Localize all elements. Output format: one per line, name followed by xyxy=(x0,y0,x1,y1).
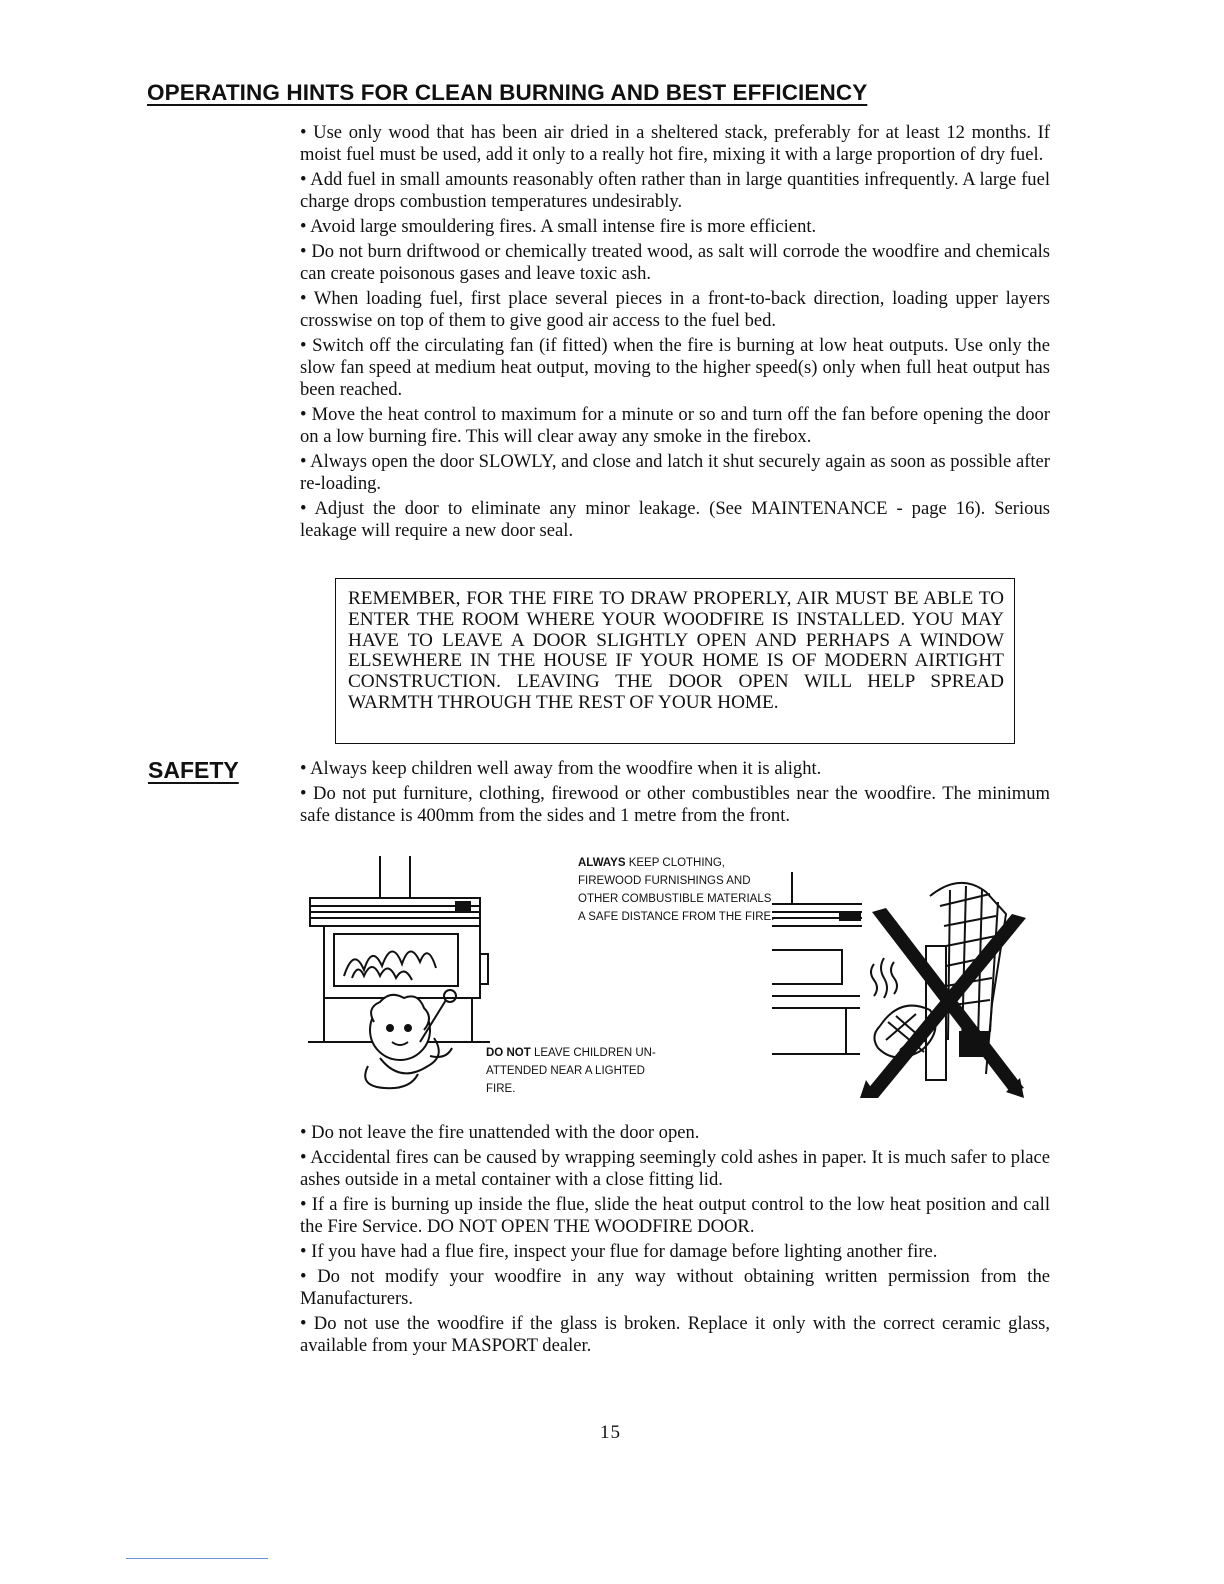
children-caption-bold: DO NOT xyxy=(486,1047,531,1059)
combustibles-caption-bold: ALWAYS xyxy=(578,857,626,869)
hint-item: • Use only wood that has been air dried in a sheltered stack, preferably for at least 12 months. If moist fuel must be used, add it only to a really hot fire, mixing it with a large proportion of dry fuel. xyxy=(300,122,1050,165)
safety-item: • If you have had a flue fire, inspect your flue for damage before lighting another fire. xyxy=(300,1241,938,1262)
hint-item: • Move the heat control to maximum for a minute or so and turn off the fan before opening the door on a low burning fire. This will clear away any smoke in the firebox. xyxy=(300,404,1050,447)
safety-item: • Do not leave the fire unattended with the door open. xyxy=(300,1122,700,1143)
safety-illustration xyxy=(300,846,1060,1106)
combustibles-caption xyxy=(578,854,778,926)
safety-item: • Always keep children well away from the woodfire when it is alight. xyxy=(300,758,822,779)
hint-item: • When loading fuel, first place several pieces in a front-to-back direction, loading upper layers crosswise on top of them to give good air access to the fuel bed. xyxy=(300,288,1050,331)
footer-rule xyxy=(126,1558,268,1559)
hint-item: • Avoid large smouldering fires. A small intense fire is more efficient. xyxy=(300,216,817,237)
children-caption-text: LEAVE CHILDREN UN-ATTENDED NEAR A LIGHTED FIRE. xyxy=(486,1047,656,1095)
safety-item: • If a fire is burning up inside the flue, slide the heat output control to the low heat position and call the Fire Service. DO NOT OPEN THE WOODFIRE DOOR. xyxy=(300,1194,1050,1237)
safety-item: • Do not use the woodfire if the glass is broken. Replace it only with the correct ceramic glass, available from your MASPORT dealer. xyxy=(300,1313,1050,1356)
hint-item: • Do not burn driftwood or chemically treated wood, as salt will corrode the woodfire and chemicals can create poisonous gases and leave toxic ash. xyxy=(300,241,1050,284)
hint-item: • Always open the door SLOWLY, and close and latch it shut securely again as soon as possible after re-loading. xyxy=(300,451,1050,494)
safety-item: • Accidental fires can be caused by wrapping seemingly cold ashes in paper. It is much safer to place ashes outside in a metal container with a close fitting lid. xyxy=(300,1147,1050,1190)
safety-item: • Do not put furniture, clothing, firewood or other combustibles near the woodfire. The minimum safe distance is 400mm from the sides and 1 metre from the front. xyxy=(300,783,1050,826)
safety-item: • Do not modify your woodfire in any way without obtaining written permission from the Manufacturers. xyxy=(300,1266,1050,1309)
hint-item: • Switch off the circulating fan (if fitted) when the fire is burning at low heat outputs. Use only the slow fan speed at medium heat output, moving to the higher speed(s) only when full heat output has been reached. xyxy=(300,335,1050,400)
children-caption xyxy=(486,1044,668,1098)
notice-box: REMEMBER, FOR THE FIRE TO DRAW PROPERLY, AIR MUST BE ABLE TO ENTER THE ROOM WHERE YOUR WOODFIRE IS INSTALLED. YOU MAY HAVE TO LEAVE A DOOR SLIGHTLY OPEN AND PERHAPS A WINDOW ELSEWHERE IN THE HOUSE IF YOUR HOME IS OF MODERN AIRTIGHT CONSTRUCTION. LEAVING THE DOOR OPEN WILL HELP SPREAD WARMTH THROUGH THE REST OF YOUR HOME. xyxy=(335,578,1015,744)
safety-heading: SAFETY xyxy=(148,757,239,783)
hint-item: • Add fuel in small amounts reasonably often rather than in large quantities infrequently. A large fuel charge drops combustion temperatures undesirably. xyxy=(300,169,1050,212)
safety-list-top xyxy=(300,758,1050,830)
page-heading: OPERATING HINTS FOR CLEAN BURNING AND BEST EFFICIENCY xyxy=(147,80,868,105)
combustibles-caption-text: KEEP CLOTHING, FIREWOOD FURNISHINGS AND OTHER COMBUSTIBLE MATERIALS A SAFE DISTANCE FROM THE FIRE. xyxy=(578,857,775,923)
hint-item: • Adjust the door to eliminate any minor leakage. (See MAINTENANCE - page 16). Serious leakage will require a new door seal. xyxy=(300,498,1050,541)
page-number: 15 xyxy=(600,1422,621,1443)
safety-list-bottom xyxy=(300,1122,1050,1360)
hints-list xyxy=(300,122,1050,545)
